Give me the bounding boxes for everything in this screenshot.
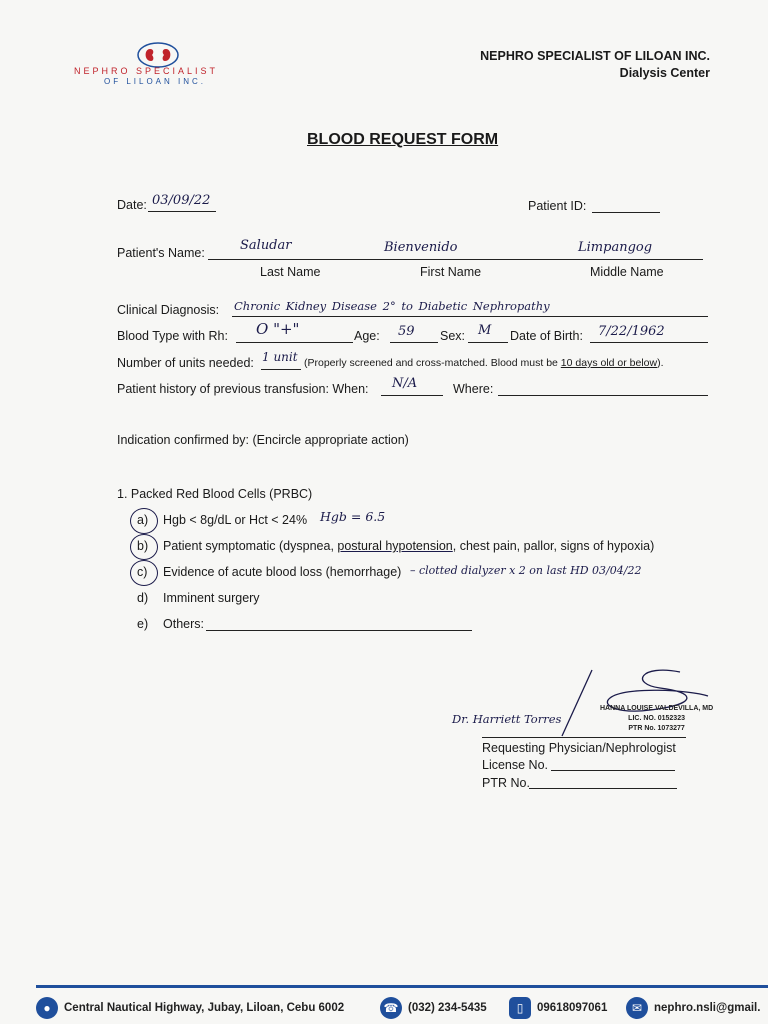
history-label: Patient history of previous transfusion: When: bbox=[117, 382, 369, 396]
option-b-letter[interactable]: b) bbox=[137, 539, 149, 553]
sex-label: Sex: bbox=[440, 329, 466, 343]
physician-label: Requesting Physician/Nephrologist bbox=[482, 741, 676, 755]
sex-value[interactable]: M bbox=[478, 323, 492, 338]
footer-divider bbox=[36, 985, 768, 988]
option-e-field[interactable] bbox=[206, 630, 472, 631]
footer-email: nephro.nsli@gmail. bbox=[654, 1002, 761, 1014]
date-value[interactable]: 03/09/22 bbox=[152, 193, 211, 208]
email-icon: ✉ bbox=[626, 997, 648, 1019]
date-label: Date: bbox=[117, 198, 147, 212]
org-subtitle: Dialysis Center bbox=[619, 66, 710, 80]
last-name-caption: Last Name bbox=[260, 265, 321, 279]
mobile-icon: ▯ bbox=[509, 997, 531, 1019]
option-d-letter[interactable]: d) bbox=[137, 591, 149, 605]
option-e-text: Others: bbox=[163, 617, 204, 631]
dob-value[interactable]: 7/22/1962 bbox=[598, 324, 665, 339]
patient-id-label: Patient ID: bbox=[528, 199, 587, 213]
option-b-text: Patient symptomatic (dyspnea, postural hypotension, chest pain, pallor, signs of hypoxia) bbox=[163, 539, 655, 553]
form-title: BLOOD REQUEST FORM bbox=[307, 131, 499, 148]
location-pin-icon: ● bbox=[36, 997, 58, 1019]
option-e-letter[interactable]: e) bbox=[137, 617, 149, 631]
option-d-text: Imminent surgery bbox=[163, 591, 260, 605]
section-prbc-title: 1. Packed Red Blood Cells (PRBC) bbox=[117, 487, 313, 501]
signature-handwritten-name: Dr. Harriett Torres bbox=[452, 712, 562, 726]
footer-address: Central Nautical Highway, Jubay, Liloan, Cebu 6002 bbox=[64, 1002, 345, 1014]
last-name-value[interactable]: Saludar bbox=[240, 238, 292, 253]
history-where-label: Where: bbox=[453, 382, 494, 396]
indication-label: Indication confirmed by: (Encircle appropriate action) bbox=[117, 433, 409, 447]
option-a-note[interactable]: Hgb = 6.5 bbox=[320, 509, 386, 524]
logo-text-line1: NEPHRO SPECIALIST bbox=[74, 66, 219, 76]
option-c-letter[interactable]: c) bbox=[137, 565, 148, 579]
middle-name-value[interactable]: Limpangog bbox=[578, 240, 653, 255]
phone-icon: ☎ bbox=[380, 997, 402, 1019]
option-c-text: Evidence of acute blood loss (hemorrhage) bbox=[163, 565, 402, 579]
age-label: Age: bbox=[354, 329, 380, 343]
blood-type-value[interactable]: O "+" bbox=[256, 320, 300, 338]
first-name-value[interactable]: Bienvenido bbox=[384, 240, 458, 255]
option-a-text: Hgb < 8g/dL or Hct < 24% bbox=[163, 513, 308, 527]
history-where-field[interactable] bbox=[498, 395, 708, 396]
patient-name-label: Patient's Name: bbox=[117, 246, 205, 260]
patient-id-field[interactable] bbox=[592, 212, 660, 213]
age-value[interactable]: 59 bbox=[398, 324, 415, 339]
first-name-caption: First Name bbox=[420, 265, 482, 279]
logo-text-line2: OF LILOAN INC. bbox=[104, 77, 207, 86]
blood-type-label: Blood Type with Rh: bbox=[117, 329, 228, 343]
license-label: License No. bbox=[482, 758, 549, 772]
units-label: Number of units needed: bbox=[117, 356, 254, 370]
diagnosis-label: Clinical Diagnosis: bbox=[117, 303, 220, 317]
middle-name-caption: Middle Name bbox=[590, 265, 664, 279]
footer-mobile: 09618097061 bbox=[537, 1002, 608, 1014]
history-when-value[interactable]: N/A bbox=[392, 376, 418, 391]
diagnosis-value[interactable]: Chronic Kidney Disease 2° to Diabetic Nephropathy bbox=[234, 299, 550, 313]
dob-label: Date of Birth: bbox=[510, 329, 583, 343]
units-value[interactable]: 1 unit bbox=[262, 350, 298, 364]
ptr-label: PTR No. bbox=[482, 776, 530, 790]
org-name: NEPHRO SPECIALIST OF LILOAN INC. bbox=[480, 49, 710, 63]
ptr-field[interactable] bbox=[529, 788, 677, 789]
license-field[interactable] bbox=[551, 770, 675, 771]
physician-stamp: HANNA LOUISE VALDEVILLA, MD LIC. NO. 0152323 PTR No. 1073277 bbox=[600, 705, 714, 732]
units-note: (Properly screened and cross-matched. Blood must be 10 days old or below). bbox=[304, 357, 664, 369]
option-a-letter[interactable]: a) bbox=[137, 513, 149, 527]
signature-line[interactable] bbox=[482, 737, 686, 738]
option-c-note[interactable]: – clotted dialyzer x 2 on last HD 03/04/22 bbox=[410, 564, 642, 577]
footer-phone: (032) 234-5435 bbox=[408, 1002, 487, 1014]
